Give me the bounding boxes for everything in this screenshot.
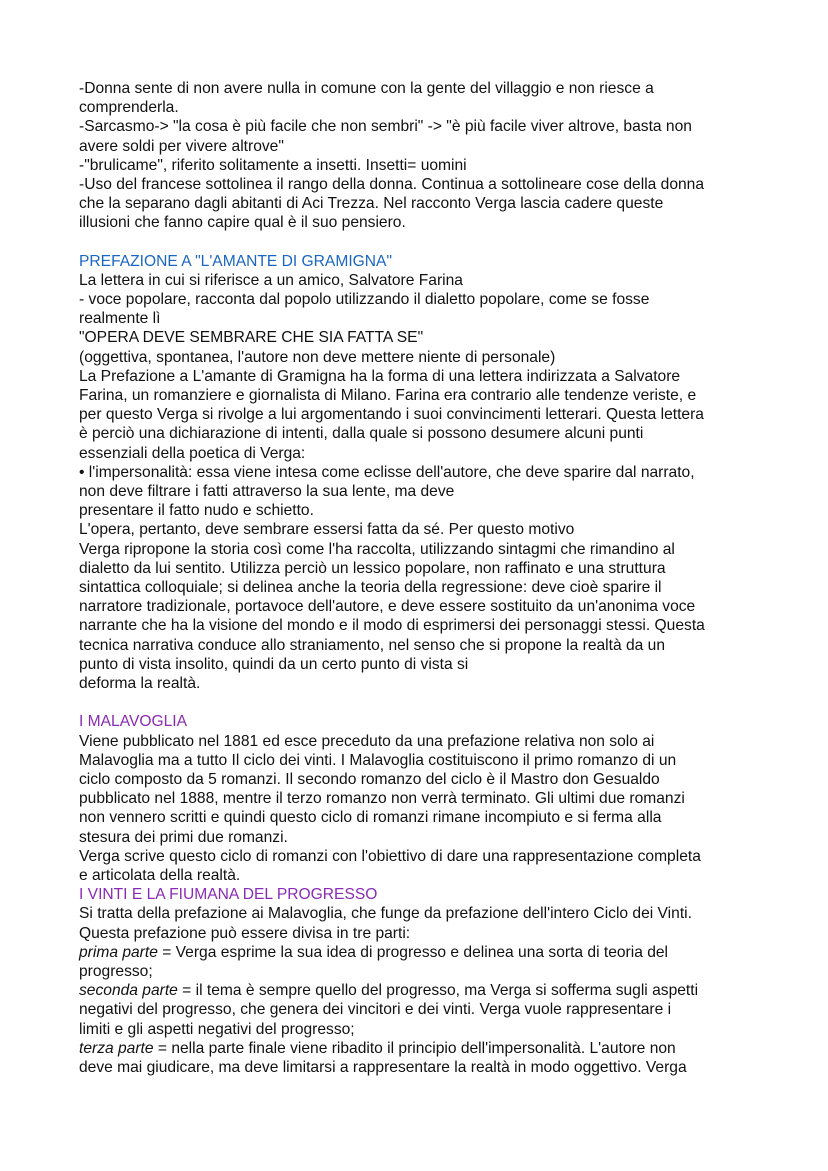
text-line: e articolata della realtà. bbox=[79, 866, 241, 884]
text-line: non vennero scritti e quindi questo ciclo di romanzi rimane incompiuto e si ferma alla bbox=[79, 809, 662, 827]
text-line: avere soldi per vivere altrove" bbox=[79, 137, 284, 155]
text-line: Viene pubblicato nel 1881 ed esce preceduto da una prefazione relativa non solo ai bbox=[79, 732, 655, 750]
text-line: progresso; bbox=[79, 962, 153, 980]
text-line: punto di vista insolito, quindi da un certo punto di vista si bbox=[79, 655, 469, 673]
section-heading: PREFAZIONE A "L'AMANTE DI GRAMIGNA" bbox=[79, 252, 392, 270]
text-line: - voce popolare, racconta dal popolo utilizzando il dialetto popolare, come se fosse bbox=[79, 291, 650, 309]
text-line: Farina, un romanziere e giornalista di Milano. Farina era contrario alle tendenze veriste, e bbox=[79, 387, 697, 405]
text-line: tecnica narrativa conduce allo straniamento, nel senso che si propone la realtà da un bbox=[79, 636, 665, 654]
text-line: Questa prefazione può essere divisa in tre parti: bbox=[79, 924, 411, 942]
text-line: (oggettiva, spontanea, l'autore non deve mettere niente di personale) bbox=[79, 348, 556, 366]
text-line: comprenderla. bbox=[79, 99, 179, 117]
text-line bbox=[79, 981, 788, 1000]
text-line: dialetto da lui sentito. Utilizza perciò un lessico popolare, non raffinato e una struttura bbox=[79, 559, 666, 577]
text-line: pubblicato nel 1888, mentre il terzo romanzo non verrà terminato. Gli ultimi due romanzi bbox=[79, 790, 685, 808]
part-text: = Verga esprime la sua idea di progresso e delinea una sorta di teoria del bbox=[157, 943, 669, 961]
part-text: = il tema è sempre quello del progresso, ma Verga si sofferma sugli aspetti bbox=[177, 982, 699, 1000]
text-line: per questo Verga si rivolge a lui argomentando i suoi convincimenti letterari. Questa lettera bbox=[79, 406, 704, 424]
paragraph-gap bbox=[79, 693, 788, 712]
text-line: • l'impersonalità: essa viene intesa come eclisse dell'autore, che deve sparire dal narrato, bbox=[79, 463, 695, 481]
text-line: La lettera in cui si riferisce a un amico, Salvatore Farina bbox=[79, 271, 463, 289]
text-line bbox=[79, 943, 788, 962]
text-line: deve mai giudicare, ma deve limitarsi a rappresentare la realtà in modo oggettivo. Verga bbox=[79, 1058, 687, 1076]
section-vinti-fiumana bbox=[79, 885, 788, 1077]
text-line: limiti e gli aspetti negativi del progresso; bbox=[79, 1020, 355, 1038]
text-line: Malavoglia ma a tutto Il ciclo dei vinti. I Malavoglia costituiscono il primo romanzo di un bbox=[79, 751, 677, 769]
text-line: La Prefazione a L'amante di Gramigna ha la forma di una lettera indirizzata a Salvatore bbox=[79, 367, 681, 385]
section-prefazione-gramigna bbox=[79, 252, 788, 694]
section-heading: I VINTI E LA FIUMANA DEL PROGRESSO bbox=[79, 886, 378, 904]
text-line: narratore tradizionale, portavoce dell'autore, e deve essere sostituito da un'anonima voce bbox=[79, 598, 696, 616]
text-line: che la separano dagli abitanti di Aci Trezza. Nel racconto Verga lascia cadere queste bbox=[79, 195, 664, 213]
text-line: -"brulicame", riferito solitamente a insetti. Insetti= uomini bbox=[79, 156, 467, 174]
text-line: -Sarcasmo-> "la cosa è più facile che non sembri" -> "è più facile viver altrove, basta non bbox=[79, 118, 692, 136]
text-line: presentare il fatto nudo e schietto. bbox=[79, 502, 314, 520]
text-line: Verga scrive questo ciclo di romanzi con l'obiettivo di dare una rappresentazione completa bbox=[79, 847, 701, 865]
text-line: Si tratta della prefazione ai Malavoglia, che funge da prefazione dell'intero Ciclo dei Vinti. bbox=[79, 905, 692, 923]
text-line: illusioni che fanno capire qual è il suo pensiero. bbox=[79, 214, 406, 232]
text-line: "OPERA DEVE SEMBRARE CHE SIA FATTA SE" bbox=[79, 329, 424, 347]
text-line: stesura dei primi due romanzi. bbox=[79, 828, 288, 846]
text-line: è perciò una dichiarazione di intenti, dalla quale si possono desumere alcuni punti bbox=[79, 425, 644, 443]
part-label: terza parte bbox=[79, 1039, 154, 1057]
part-label: seconda parte bbox=[79, 982, 178, 1000]
text-line: negativi del progresso, che genera dei vincitori e dei vinti. Verga vuole rappresentare i bbox=[79, 1001, 672, 1019]
paragraph-gap bbox=[79, 233, 788, 252]
text-line: essenziali della poetica di Verga: bbox=[79, 444, 306, 462]
text-line: -Uso del francese sottolinea il rango della donna. Continua a sottolineare cose della donna bbox=[79, 176, 705, 194]
text-line: -Donna sente di non avere nulla in comune con la gente del villaggio e non riesce a bbox=[79, 80, 654, 97]
text-line bbox=[79, 1039, 788, 1058]
text-line: sintattica colloquiale; si delinea anche la teoria della regressione: deve cioè sparire il bbox=[79, 579, 662, 597]
text-line: narrante che ha la visione del mondo e il modo di esprimersi dei personaggi stessi. Questa bbox=[79, 617, 705, 635]
text-line: realmente lì bbox=[79, 310, 161, 328]
text-line: non deve filtrare i fatti attraverso la sua lente, ma deve bbox=[79, 483, 455, 501]
text-line: Verga ripropone la storia così come l'ha raccolta, utilizzando sintagmi che rimandino al bbox=[79, 540, 675, 558]
section-heading: I MALAVOGLIA bbox=[79, 713, 188, 731]
part-text: = nella parte finale viene ribadito il principio dell'impersonalità. L'autore non bbox=[153, 1039, 676, 1057]
text-line: deforma la realtà. bbox=[79, 675, 201, 693]
section-donna-notes bbox=[79, 79, 788, 233]
text-line: L'opera, pertanto, deve sembrare essersi fatta da sé. Per questo motivo bbox=[79, 521, 575, 539]
section-malavoglia bbox=[79, 712, 788, 885]
part-label: prima parte bbox=[79, 943, 158, 961]
text-line: ciclo composto da 5 romanzi. Il secondo romanzo del ciclo è il Mastro don Gesualdo bbox=[79, 770, 660, 788]
